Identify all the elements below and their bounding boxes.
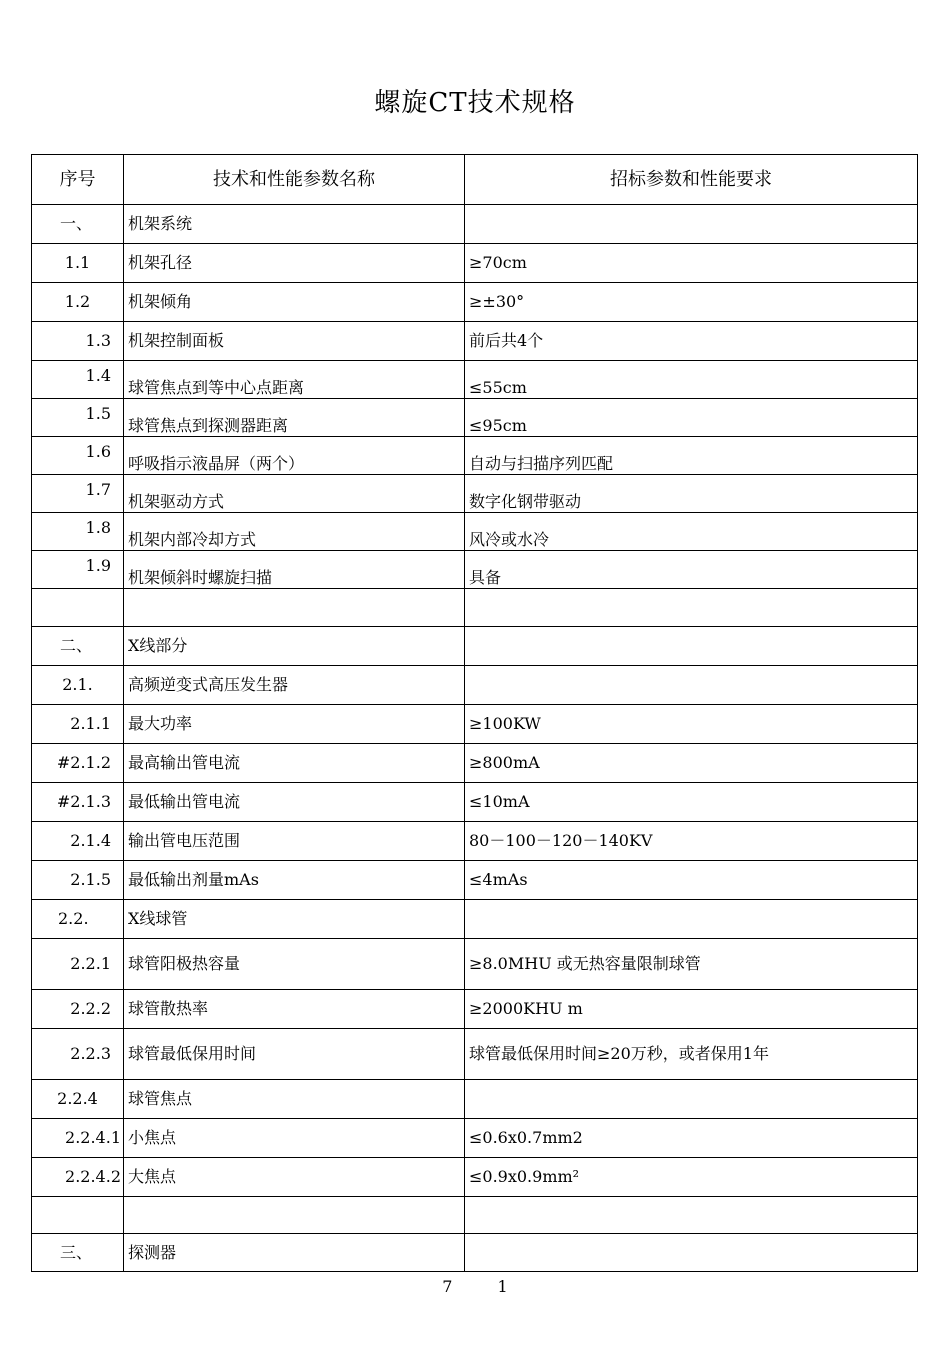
row-serial: 1.4 bbox=[32, 361, 124, 399]
row-param-name: 球管焦点到等中心点距离 bbox=[124, 361, 465, 399]
row-requirement bbox=[465, 1234, 918, 1272]
row-requirement bbox=[465, 1080, 918, 1119]
row-param-name bbox=[124, 589, 465, 627]
row-requirement: 具备 bbox=[465, 551, 918, 589]
row-param-name: 最大功率 bbox=[124, 705, 465, 744]
row-param-name: 机架系统 bbox=[124, 205, 465, 244]
row-serial: 三、 bbox=[32, 1234, 124, 1272]
table-row bbox=[32, 244, 918, 283]
table-row bbox=[32, 744, 918, 783]
row-param-name: 机架控制面板 bbox=[124, 322, 465, 361]
table-header-row bbox=[32, 155, 918, 205]
row-serial: 一、 bbox=[32, 205, 124, 244]
row-requirement bbox=[465, 627, 918, 666]
row-serial: 1.8 bbox=[32, 513, 124, 551]
table-row bbox=[32, 1234, 918, 1272]
row-requirement: 风冷或水冷 bbox=[465, 513, 918, 551]
header-requirement: 招标参数和性能要求 bbox=[465, 155, 918, 205]
row-requirement bbox=[465, 589, 918, 627]
row-requirement: ≥2000KHU m bbox=[465, 990, 918, 1029]
table-row bbox=[32, 705, 918, 744]
row-requirement: 球管最低保用时间≥20万秒，或者保用1年 bbox=[465, 1029, 918, 1080]
row-param-name: 球管阳极热容量 bbox=[124, 939, 465, 990]
row-serial: 2.1. bbox=[32, 666, 124, 705]
row-requirement: ≤55cm bbox=[465, 361, 918, 399]
row-param-name: 球管散热率 bbox=[124, 990, 465, 1029]
row-serial: 1.2 bbox=[32, 283, 124, 322]
row-param-name: 机架倾斜时螺旋扫描 bbox=[124, 551, 465, 589]
row-requirement: 数字化钢带驱动 bbox=[465, 475, 918, 513]
row-requirement bbox=[465, 205, 918, 244]
row-serial: 2.1.4 bbox=[32, 822, 124, 861]
table-row bbox=[32, 361, 918, 399]
row-serial: 2.1.1 bbox=[32, 705, 124, 744]
table-row bbox=[32, 513, 918, 551]
table-row-empty bbox=[32, 589, 918, 627]
spec-table bbox=[31, 154, 918, 1272]
row-serial: 1.7 bbox=[32, 475, 124, 513]
table-row bbox=[32, 437, 918, 475]
row-param-name: 最低输出管电流 bbox=[124, 783, 465, 822]
row-param-name: 高频逆变式高压发生器 bbox=[124, 666, 465, 705]
row-param-name: 呼吸指示液晶屏（两个） bbox=[124, 437, 465, 475]
row-requirement: 80－100－120－140KV bbox=[465, 822, 918, 861]
row-requirement bbox=[465, 666, 918, 705]
row-requirement: ≤95cm bbox=[465, 399, 918, 437]
row-serial: #2.1.2 bbox=[32, 744, 124, 783]
page-total: 1 bbox=[497, 1277, 508, 1296]
row-serial bbox=[32, 589, 124, 627]
row-requirement bbox=[465, 900, 918, 939]
row-param-name: X线球管 bbox=[124, 900, 465, 939]
table-row bbox=[32, 322, 918, 361]
table-row bbox=[32, 1029, 918, 1080]
row-serial: 1.5 bbox=[32, 399, 124, 437]
row-serial: 2.2.4.2 bbox=[32, 1158, 124, 1197]
row-param-name: X线部分 bbox=[124, 627, 465, 666]
row-requirement: 前后共4个 bbox=[465, 322, 918, 361]
row-serial: 2.2.3 bbox=[32, 1029, 124, 1080]
row-serial: 1.1 bbox=[32, 244, 124, 283]
table-row bbox=[32, 1119, 918, 1158]
row-requirement: ≥±30° bbox=[465, 283, 918, 322]
table-row bbox=[32, 939, 918, 990]
row-requirement: ≤4mAs bbox=[465, 861, 918, 900]
table-row bbox=[32, 627, 918, 666]
row-param-name: 球管最低保用时间 bbox=[124, 1029, 465, 1080]
row-param-name: 输出管电压范围 bbox=[124, 822, 465, 861]
row-serial: 2.1.5 bbox=[32, 861, 124, 900]
row-serial: 1.6 bbox=[32, 437, 124, 475]
table-row bbox=[32, 205, 918, 244]
table-row bbox=[32, 551, 918, 589]
table-row bbox=[32, 900, 918, 939]
row-serial: 2.2.4.1 bbox=[32, 1119, 124, 1158]
row-serial: 1.3 bbox=[32, 322, 124, 361]
header-param-name: 技术和性能参数名称 bbox=[124, 155, 465, 205]
header-serial: 序号 bbox=[32, 155, 124, 205]
page-footer bbox=[0, 1277, 950, 1296]
row-serial bbox=[32, 1197, 124, 1234]
table-row bbox=[32, 1080, 918, 1119]
row-serial: 2.2. bbox=[32, 900, 124, 939]
row-param-name: 机架孔径 bbox=[124, 244, 465, 283]
row-serial: #2.1.3 bbox=[32, 783, 124, 822]
row-requirement: ≥100KW bbox=[465, 705, 918, 744]
row-requirement: ≤0.6x0.7mm2 bbox=[465, 1119, 918, 1158]
row-serial: 2.2.2 bbox=[32, 990, 124, 1029]
row-requirement bbox=[465, 1197, 918, 1234]
page-title: 螺旋CT技术规格 bbox=[374, 88, 576, 118]
row-param-name: 机架驱动方式 bbox=[124, 475, 465, 513]
page-number: 7 bbox=[442, 1277, 453, 1296]
table-row bbox=[32, 283, 918, 322]
row-requirement: 自动与扫描序列匹配 bbox=[465, 437, 918, 475]
row-param-name: 大焦点 bbox=[124, 1158, 465, 1197]
row-serial: 二、 bbox=[32, 627, 124, 666]
row-param-name: 机架倾角 bbox=[124, 283, 465, 322]
row-requirement: ≥800mA bbox=[465, 744, 918, 783]
table-row bbox=[32, 475, 918, 513]
row-requirement: ≤10mA bbox=[465, 783, 918, 822]
row-requirement: ≥8.0MHU 或无热容量限制球管 bbox=[465, 939, 918, 990]
row-param-name: 最高输出管电流 bbox=[124, 744, 465, 783]
row-param-name: 球管焦点 bbox=[124, 1080, 465, 1119]
table-row bbox=[32, 783, 918, 822]
table-row bbox=[32, 990, 918, 1029]
table-row bbox=[32, 399, 918, 437]
row-serial: 2.2.1 bbox=[32, 939, 124, 990]
table-row-empty bbox=[32, 1197, 918, 1234]
row-serial: 1.9 bbox=[32, 551, 124, 589]
table-row bbox=[32, 861, 918, 900]
row-requirement: ≤0.9x0.9mm² bbox=[465, 1158, 918, 1197]
row-param-name: 机架内部冷却方式 bbox=[124, 513, 465, 551]
table-row bbox=[32, 1158, 918, 1197]
row-param-name: 探测器 bbox=[124, 1234, 465, 1272]
row-param-name: 球管焦点到探测器距离 bbox=[124, 399, 465, 437]
row-param-name bbox=[124, 1197, 465, 1234]
row-param-name: 小焦点 bbox=[124, 1119, 465, 1158]
table-row bbox=[32, 822, 918, 861]
row-serial: 2.2.4 bbox=[32, 1080, 124, 1119]
table-row bbox=[32, 666, 918, 705]
row-param-name: 最低输出剂量mAs bbox=[124, 861, 465, 900]
row-requirement: ≥70cm bbox=[465, 244, 918, 283]
